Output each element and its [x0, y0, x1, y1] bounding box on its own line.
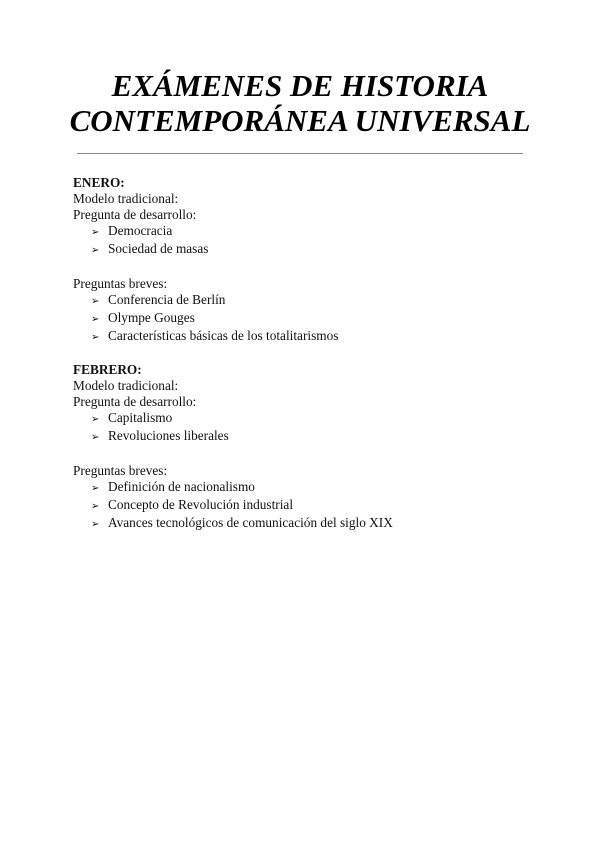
list-item: ➢ Definición de nacionalismo [73, 479, 533, 497]
list-item: ➢ Concepto de Revolución industrial [73, 497, 533, 515]
dev-question-label: Pregunta de desarrollo: [73, 207, 197, 223]
arrow-bullet-icon: ➢ [91, 313, 100, 325]
arrow-bullet-icon: ➢ [91, 331, 100, 343]
arrow-bullet-icon: ➢ [91, 227, 100, 239]
document-title [0, 68, 600, 138]
list-item: ➢ Capitalismo [73, 410, 533, 428]
list-item: ➢ Sociedad de masas [73, 241, 533, 259]
model-label: Modelo tradicional: [73, 191, 179, 207]
short-questions-label: Preguntas breves: [73, 462, 168, 478]
model-label: Modelo tradicional: [73, 378, 179, 394]
arrow-bullet-icon: ➢ [91, 518, 100, 530]
arrow-bullet-icon: ➢ [91, 500, 100, 512]
list-item: ➢ Democracia [73, 223, 533, 241]
list-item: ➢ Avances tecnológicos de comunicación del siglo XIX [73, 515, 533, 533]
title-line-2: CONTEMPORÁNEA UNIVERSAL [69, 103, 531, 138]
list-item: ➢ Características básicas de los totalitarismos [73, 328, 533, 346]
list-item: ➢ Conferencia de Berlín [73, 292, 533, 310]
arrow-bullet-icon: ➢ [91, 414, 100, 426]
section-heading: ENERO: [73, 175, 125, 190]
arrow-bullet-icon: ➢ [91, 245, 100, 257]
section-heading: FEBRERO: [73, 362, 142, 378]
title-line-1: EXÁMENES DE HISTORIA [111, 68, 489, 103]
list-item: ➢ Olympe Gouges [73, 310, 533, 328]
title-divider [77, 153, 523, 154]
list-item: ➢ Revoluciones liberales [73, 428, 533, 446]
document-body [73, 175, 533, 533]
dev-question-label: Pregunta de desarrollo: [73, 394, 197, 410]
arrow-bullet-icon: ➢ [91, 295, 100, 307]
arrow-bullet-icon: ➢ [91, 482, 100, 494]
short-questions-label: Preguntas breves: [73, 275, 168, 291]
arrow-bullet-icon: ➢ [91, 432, 100, 444]
